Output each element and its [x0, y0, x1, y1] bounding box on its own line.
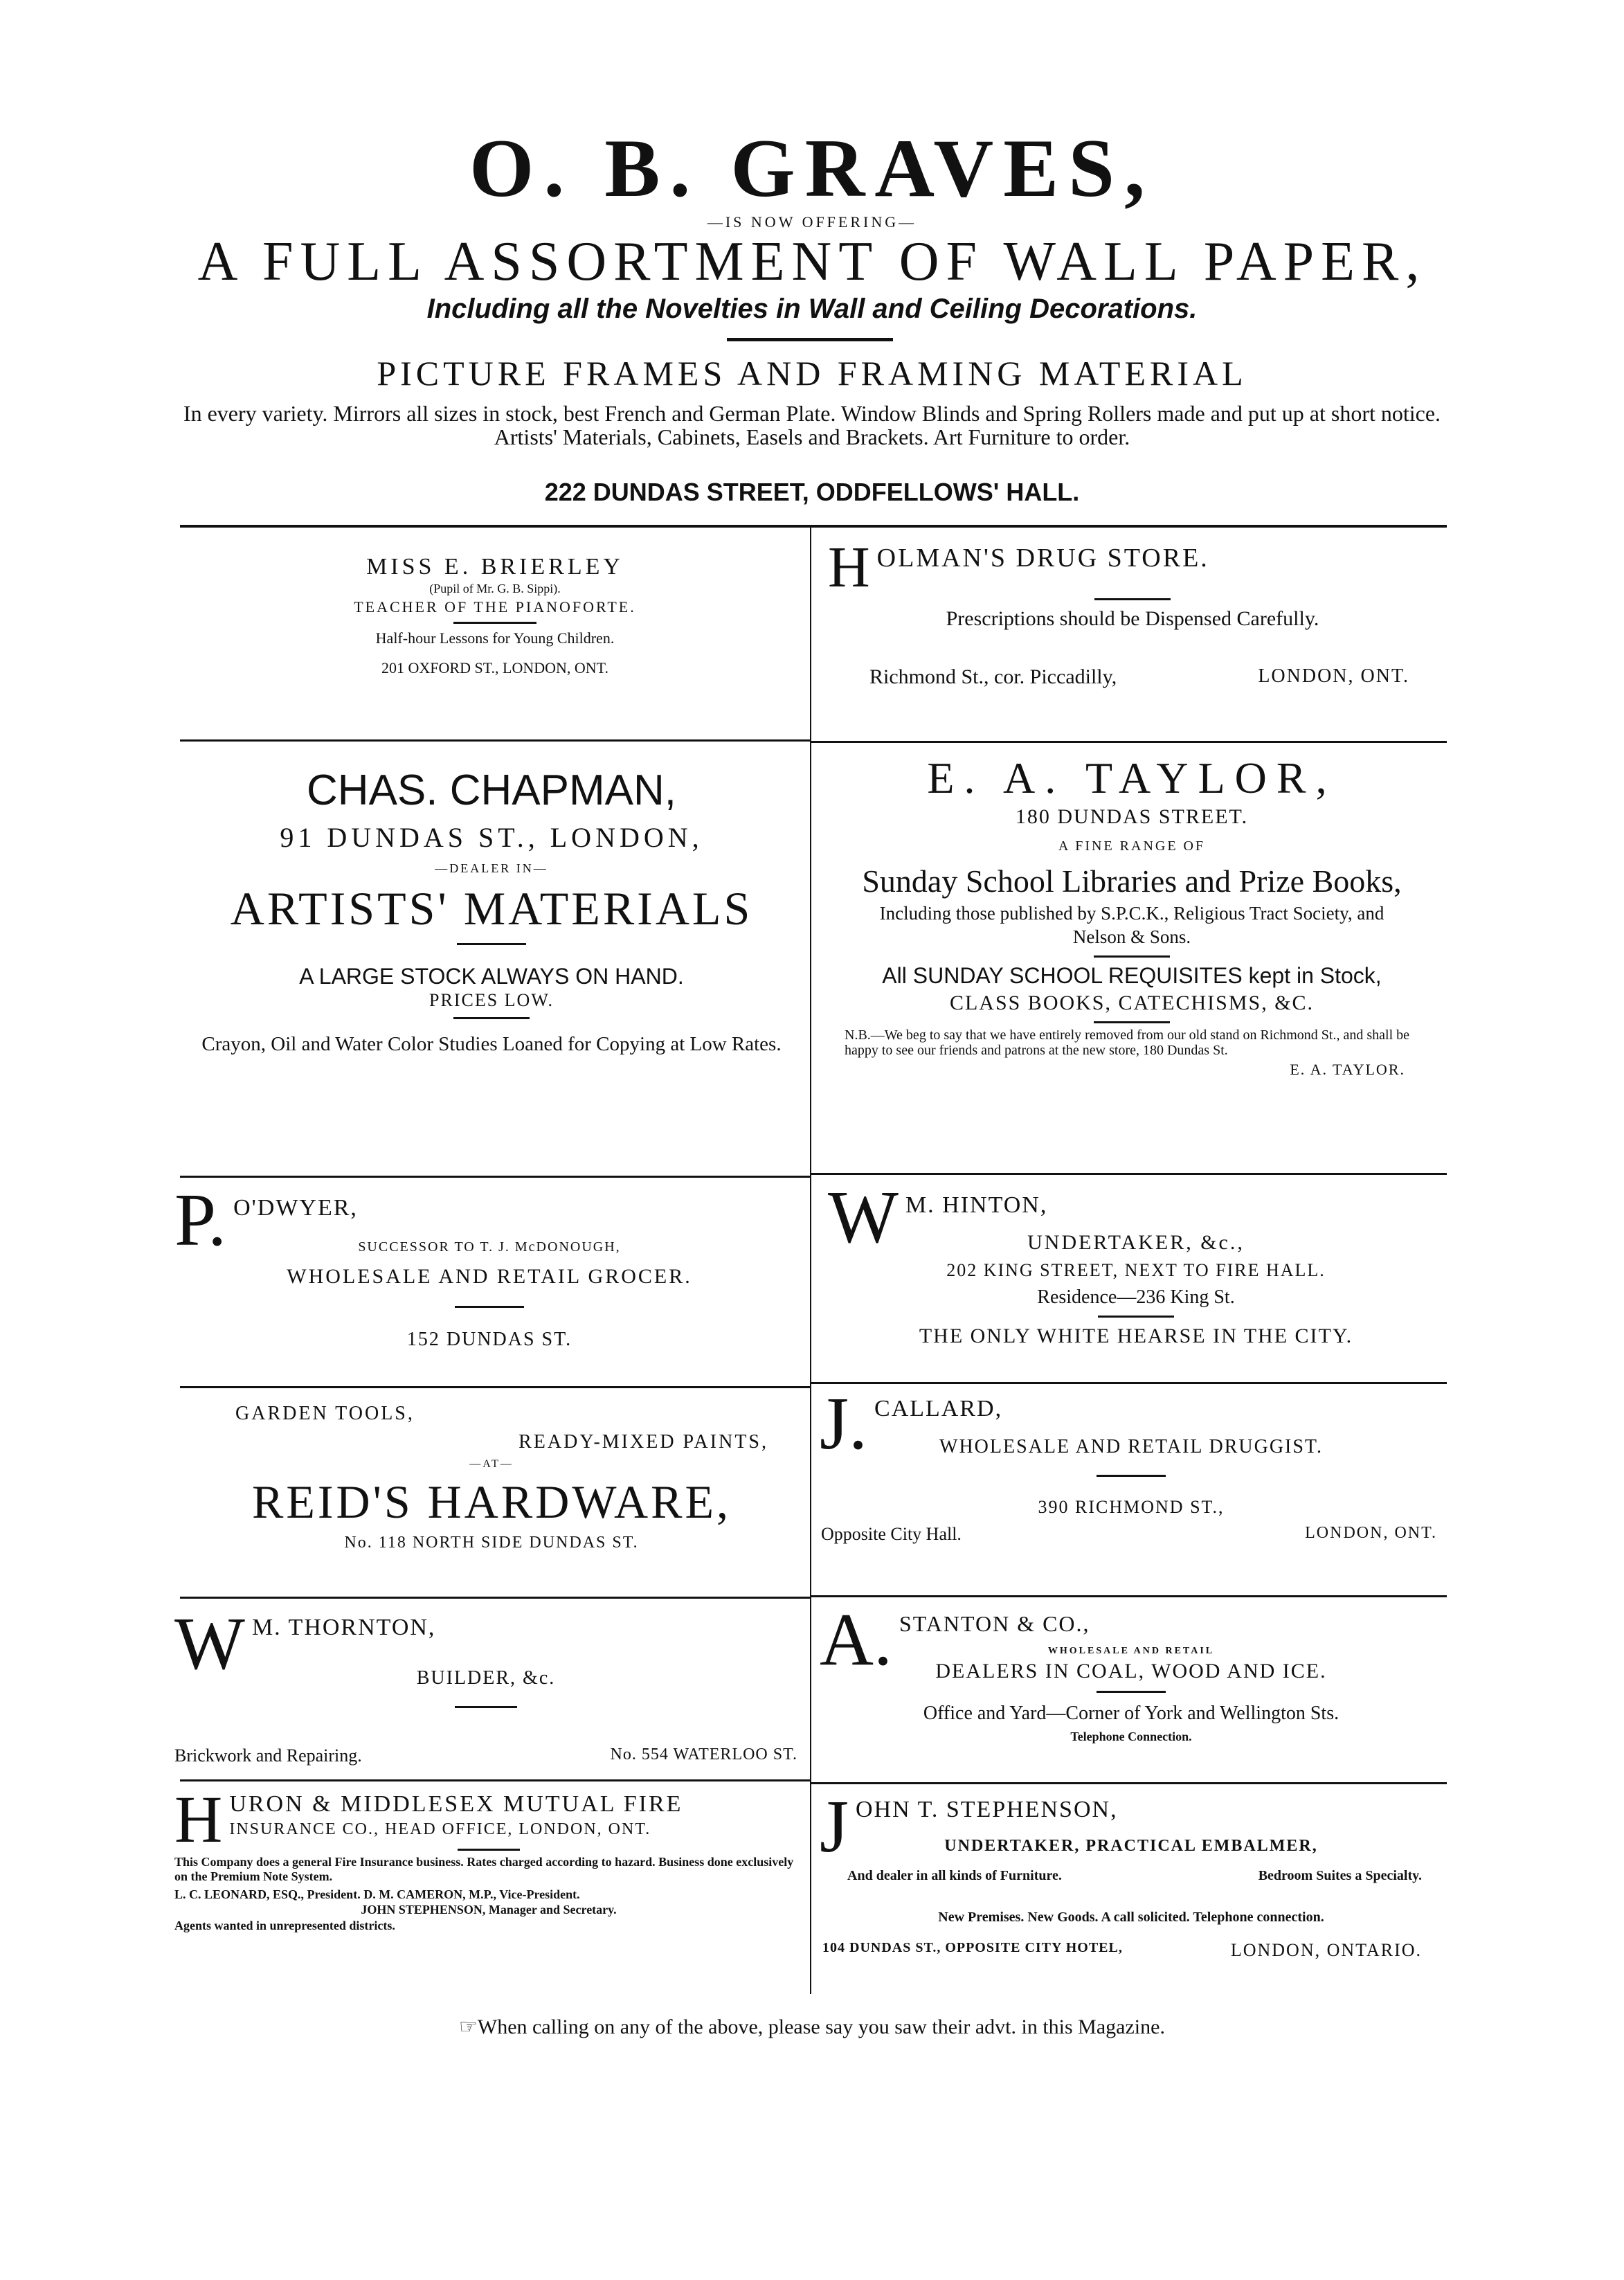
- taylor-range: A FINE RANGE OF: [1058, 838, 1206, 854]
- thornton-lead-letter: W: [174, 1612, 245, 1674]
- thornton-rule: [455, 1706, 517, 1708]
- graves-subline: Including all the Novelties in Wall and Ceiling Decorations.: [426, 294, 1198, 324]
- odwyer-successor: SUCCESSOR TO T. J. McDONOUGH,: [358, 1239, 621, 1255]
- graves-frames: PICTURE FRAMES AND FRAMING MATERIAL: [377, 354, 1247, 393]
- rule-right-1: [811, 741, 1447, 743]
- ad-stephenson: [820, 1795, 1443, 1968]
- rule-right-5: [811, 1782, 1447, 1784]
- rule-left-5: [180, 1779, 810, 1781]
- taylor-including: Including those published by S.P.C.K., Religious Tract Society, and Nelson & Sons.: [879, 903, 1384, 947]
- taylor-nb: N.B.—We beg to say that we have entirely removed from our old stand on Richmond St., and shall be happy to see our friends and patrons at the new store, 180 Dundas St.: [845, 1027, 1409, 1058]
- callard-lead-letter: J.: [820, 1392, 868, 1454]
- reid-address: No. 118 NORTH SIDE DUNDAS ST.: [344, 1534, 639, 1552]
- stanton-name: STANTON & CO.,: [899, 1611, 1090, 1636]
- header-divider-ornament: [727, 338, 893, 341]
- ad-hinton: [828, 1185, 1444, 1348]
- chapman-rule-2: [453, 1017, 530, 1019]
- ad-taylor: [817, 753, 1447, 1081]
- stanton-lead-letter: A.: [820, 1608, 892, 1670]
- callard-right: LONDON, ONT.: [1305, 1524, 1437, 1542]
- callard-address: 390 RICHMOND ST.,: [1038, 1497, 1225, 1517]
- taylor-address: 180 DUNDAS STREET.: [1015, 805, 1249, 828]
- hinton-residence: Residence—236 King St.: [1037, 1286, 1235, 1308]
- stephenson-new: New Premises. New Goods. A call solicited. Telephone connection.: [938, 1910, 1324, 1925]
- stephenson-left: 104 DUNDAS ST., OPPOSITE CITY HOTEL,: [822, 1940, 1123, 1955]
- taylor-sign: E. A. TAYLOR.: [1290, 1061, 1405, 1078]
- thornton-name: M. THORNTON,: [251, 1615, 436, 1640]
- rule-left-4: [180, 1597, 810, 1599]
- rule-left-3: [180, 1386, 810, 1388]
- hinton-hearse: THE ONLY WHITE HEARSE IN THE CITY.: [919, 1325, 1353, 1347]
- callard-trade: WHOLESALE AND RETAIL DRUGGIST.: [939, 1436, 1323, 1457]
- taylor-books: Sunday School Libraries and Prize Books,: [862, 863, 1402, 899]
- chapman-studies: Crayon, Oil and Water Color Studies Loaned for Copying at Low Rates.: [201, 1033, 782, 1055]
- thornton-trade: BUILDER, &c.: [416, 1667, 556, 1689]
- holman-lead-letter: H: [828, 539, 870, 594]
- taylor-requisites: All SUNDAY SCHOOL REQUISITES kept in Stock,: [882, 963, 1382, 988]
- hinton-rule: [1098, 1316, 1174, 1318]
- huron-rule: [458, 1849, 520, 1851]
- callard-name: CALLARD,: [874, 1396, 1003, 1421]
- chapman-goods: ARTISTS' MATERIALS: [230, 882, 753, 935]
- brierley-address: 201 OXFORD ST., LONDON, ONT.: [381, 659, 608, 676]
- stephenson-name: OHN T. STEPHENSON,: [856, 1797, 1118, 1822]
- hinton-lead-letter: W: [828, 1185, 899, 1248]
- ad-callard: [820, 1392, 1443, 1552]
- chapman-dealer: —DEALER IN—: [435, 861, 548, 875]
- chapman-rule-1: [457, 943, 526, 945]
- reid-at: —AT—: [469, 1458, 514, 1470]
- graves-headline: A FULL ASSORTMENT OF WALL PAPER,: [197, 231, 1427, 292]
- huron-agents: Agents wanted in unrepresented districts.: [174, 1919, 395, 1932]
- stephenson-trade: UNDERTAKER, PRACTICAL EMBALMER,: [944, 1837, 1318, 1855]
- ad-reid: [180, 1400, 803, 1554]
- stephenson-lead-letter: J: [820, 1795, 849, 1857]
- stanton-wholesale: WHOLESALE AND RETAIL: [1047, 1646, 1215, 1656]
- odwyer-rule: [455, 1306, 524, 1308]
- odwyer-trade: WHOLESALE AND RETAIL GROCER.: [287, 1265, 692, 1288]
- holman-rule: [1094, 598, 1171, 600]
- stanton-rule: [1097, 1691, 1166, 1693]
- odwyer-address: 152 DUNDAS ST.: [406, 1329, 572, 1350]
- thornton-right: No. 554 WATERLOO ST.: [610, 1745, 797, 1763]
- stephenson-bedroom: Bedroom Suites a Specialty.: [1258, 1868, 1422, 1883]
- holman-line: Prescriptions should be Dispensed Carefully.: [946, 607, 1319, 630]
- chapman-address: 91 DUNDAS ST., LONDON,: [280, 822, 703, 853]
- graves-description: In every variety. Mirrors all sizes in stock, best French and German Plate. Window Blinds and Spring Rollers made and put up at short notice. Artists' Materials, Cabinets, Easels and Brackets. Art Furniture to order.: [183, 401, 1441, 449]
- thornton-left: Brickwork and Repairing.: [174, 1745, 362, 1766]
- hinton-name: M. HINTON,: [905, 1192, 1048, 1218]
- taylor-class: CLASS BOOKS, CATECHISMS, &C.: [949, 991, 1315, 1014]
- taylor-rule-1: [1094, 955, 1170, 958]
- holman-name: OLMAN'S DRUG STORE.: [876, 544, 1209, 573]
- brierley-name: MISS E. BRIERLEY: [366, 554, 624, 580]
- hinton-address: 202 KING STREET, NEXT TO FIRE HALL.: [946, 1260, 1326, 1280]
- graves-offering: —IS NOW OFFERING—: [707, 213, 917, 231]
- huron-line2: INSURANCE CO., HEAD OFFICE, LONDON, ONT.: [229, 1820, 651, 1838]
- reid-paints: READY-MIXED PAINTS,: [518, 1431, 768, 1453]
- rule-right-2: [811, 1173, 1447, 1175]
- chapman-prices: PRICES LOW.: [429, 990, 554, 1010]
- brierley-rule: [453, 622, 536, 624]
- chapman-name: CHAS. CHAPMAN,: [307, 766, 676, 814]
- odwyer-name: O'DWYER,: [233, 1195, 358, 1221]
- brierley-lessons: Half-hour Lessons for Young Children.: [375, 629, 615, 647]
- ad-huron: [174, 1790, 803, 1934]
- brierley-role: TEACHER OF THE PIANOFORTE.: [354, 598, 636, 616]
- stanton-phone: Telephone Connection.: [1070, 1730, 1192, 1743]
- stanton-trade: DEALERS IN COAL, WOOD AND ICE.: [935, 1660, 1327, 1682]
- hinton-trade: UNDERTAKER, &c.,: [1027, 1231, 1245, 1254]
- holman-address-right: LONDON, ONT.: [1258, 665, 1409, 687]
- huron-officers-2: JOHN STEPHENSON, Manager and Secretary.: [361, 1903, 617, 1917]
- ad-holman: [828, 539, 1437, 700]
- callard-rule: [1097, 1475, 1166, 1477]
- rule-top: [180, 525, 1447, 528]
- holman-address-left: Richmond St., cor. Piccadilly,: [869, 665, 1117, 688]
- brierley-pupil: (Pupil of Mr. G. B. Sippi).: [429, 582, 561, 595]
- graves-address: 222 DUNDAS STREET, ODDFELLOWS' HALL.: [544, 478, 1080, 506]
- huron-description: This Company does a general Fire Insurance business. Rates charged according to hazard. Business done exclusively on the Premium Note System.: [174, 1855, 794, 1883]
- stanton-office: Office and Yard—Corner of York and Wellington Sts.: [923, 1703, 1339, 1724]
- rule-right-4: [811, 1595, 1447, 1597]
- column-divider: [810, 526, 811, 1994]
- huron-officers-1: L. C. LEONARD, ESQ., President. D. M. CAMERON, M.P., Vice-President.: [174, 1887, 580, 1901]
- taylor-name: E. A. TAYLOR,: [927, 753, 1337, 802]
- reid-tools: GARDEN TOOLS,: [235, 1403, 415, 1424]
- graves-title: O. B. GRAVES,: [469, 122, 1155, 214]
- ad-chapman: [180, 764, 803, 1057]
- ad-brierley: [187, 554, 803, 682]
- rule-left-1: [180, 739, 810, 742]
- stephenson-right: LONDON, ONTARIO.: [1230, 1940, 1422, 1960]
- taylor-rule-2: [1094, 1021, 1170, 1023]
- odwyer-lead-letter: P.: [174, 1188, 227, 1250]
- rule-left-2: [180, 1176, 810, 1178]
- ad-thornton: [174, 1612, 797, 1770]
- ad-stanton: [820, 1608, 1443, 1747]
- stephenson-dealer: And dealer in all kinds of Furniture.: [847, 1868, 1062, 1883]
- huron-name: URON & MIDDLESEX MUTUAL FIRE: [229, 1791, 683, 1817]
- reid-name: REID'S HARDWARE,: [251, 1475, 732, 1528]
- huron-lead-letter: H: [174, 1790, 223, 1846]
- callard-left: Opposite City Hall.: [821, 1524, 962, 1544]
- ad-odwyer: [174, 1188, 804, 1351]
- rule-right-3: [811, 1382, 1447, 1384]
- footer-note: ☞When calling on any of the above, please say you saw their advt. in this Magazine.: [459, 2016, 1165, 2038]
- chapman-stock: A LARGE STOCK ALWAYS ON HAND.: [299, 964, 684, 989]
